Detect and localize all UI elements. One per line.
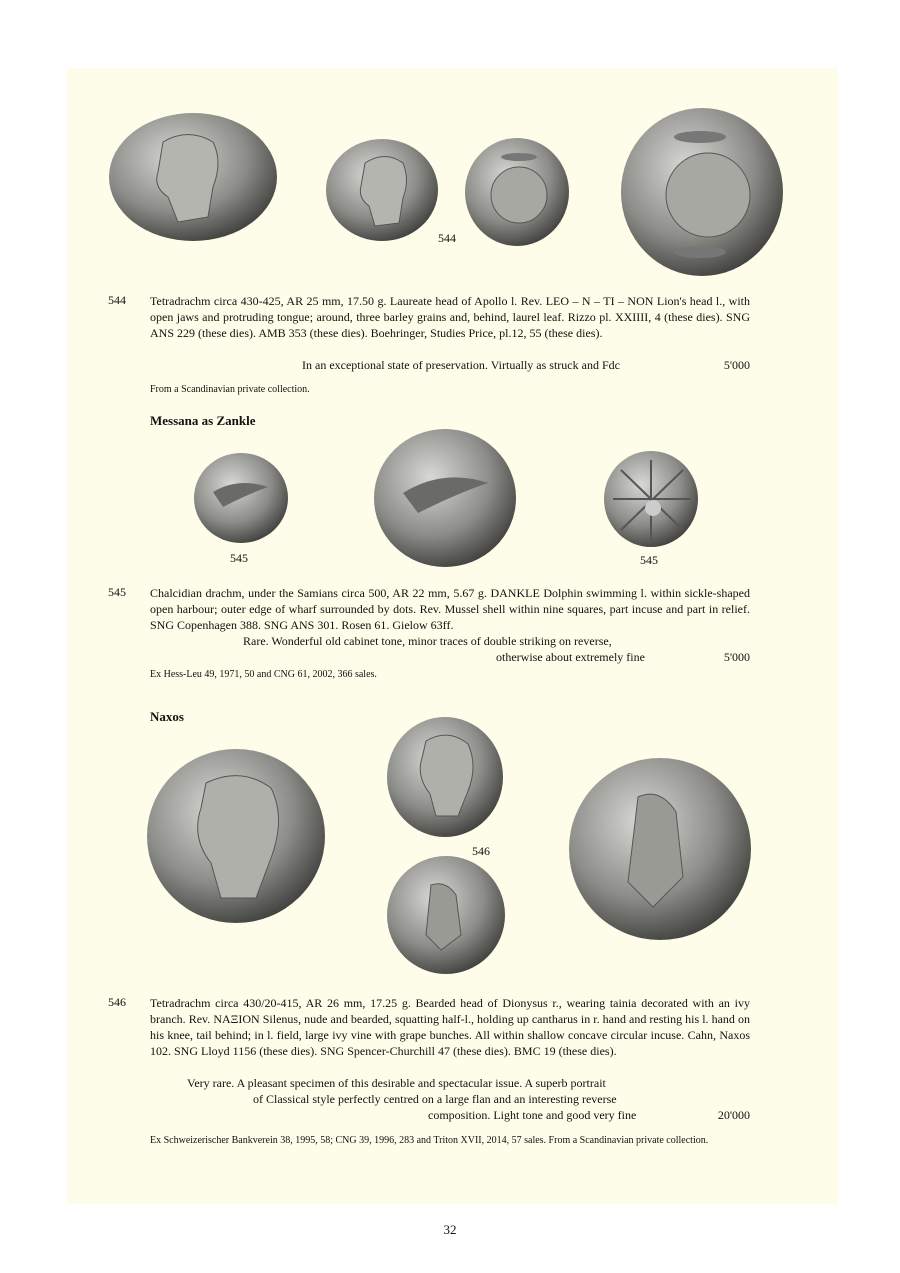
lot-546-provenance: Ex Schweizerischer Bankverein 38, 1995, 58; CNG 39, 1996, 283 and Triton XVII, 2014, 57 sales. From a Scandinavian private collection. bbox=[150, 1135, 709, 1146]
lot-545-price: 5'000 bbox=[723, 650, 750, 664]
lot-544-provenance: From a Scandinavian private collection. bbox=[150, 384, 310, 395]
lot-544-condition-line-1: In an exceptional state of preservation. Virtually as struck and Fdc bbox=[302, 358, 620, 372]
lot-546-price: 20'000 bbox=[717, 1108, 750, 1122]
coin-546-reverse-small bbox=[386, 855, 506, 975]
page-number: 32 bbox=[443, 1222, 457, 1237]
lot-544-image-label: 544 bbox=[438, 231, 456, 245]
lot-545-provenance: Ex Hess-Leu 49, 1971, 50 and CNG 61, 2002, 366 sales. bbox=[150, 669, 377, 680]
lot-544-price: 5'000 bbox=[723, 358, 750, 372]
coin-544-obverse-large bbox=[108, 112, 278, 242]
coin-546-reverse-large bbox=[568, 757, 753, 941]
lot-546-description: Tetradrachm circa 430/20-415, AR 26 mm, 17.25 g. Bearded head of Dionysus r., wearing tainia decorated with an ivy branch. Rev. ΝΑΞΙΟΝ Silenus, nude and bearded, squatting half-l., holding up cantharus in r. hand and resting his l. hand on his knee, tail behind; in l. field, large ivy vine with grape bunches. All within shallow concave circular incuse. Cahn, Naxos 102. SNG Lloyd 1156 (these dies). SNG Spencer-Churchill 47 (these dies). BMC 19 (these dies). bbox=[150, 996, 750, 1058]
lot-546-number: 546 bbox=[108, 995, 126, 1009]
lot-544-description: Tetradrachm circa 430-425, AR 25 mm, 17.50 g. Laureate head of Apollo l. Rev. LEO – N – TI – NON Lion's head l., with open jaws and protruding tongue; around, three barley grains and, behind, laurel leaf. Rizzo pl. XXIIII, 4 (these dies). SNG ANS 229 (these dies). AMB 353 (these dies). Boehringer, Studies Price, pl.12, 55 (these dies). bbox=[150, 294, 750, 340]
lot-546-image-label: 546 bbox=[472, 844, 490, 858]
lot-546-condition-line-3: composition. Light tone and good very fine bbox=[428, 1108, 637, 1122]
lot-545-image-label-left: 545 bbox=[230, 551, 248, 565]
lot-545-description: Chalcidian drachm, under the Samians circa 500, AR 22 mm, 5.67 g. DANKLE Dolphin swimming l. within sickle-shaped open harbour; outer edge of wharf surrounded by dots. Rev. Mussel shell within nine squares, part incuse and part in relief. SNG Copenhagen 388. SNG ANS 301. Rosen 61. Gielow 63ff. bbox=[150, 586, 750, 632]
section-heading-naxos: Naxos bbox=[150, 709, 184, 724]
coin-545-obverse-large bbox=[373, 428, 518, 568]
coin-544-reverse-small bbox=[464, 137, 571, 247]
coin-544-reverse-large bbox=[620, 107, 785, 277]
coin-544-obverse-small bbox=[325, 138, 440, 243]
lot-545-number: 545 bbox=[108, 585, 126, 599]
coin-546-obverse-small bbox=[386, 716, 504, 838]
coin-545-obverse-small bbox=[193, 452, 289, 544]
lot-546-condition-line-1: Very rare. A pleasant specimen of this desirable and spectacular issue. A superb portrait bbox=[187, 1076, 606, 1090]
lot-546-condition-line-2: of Classical style perfectly centred on a large flan and an interesting reverse bbox=[253, 1092, 617, 1106]
lot-545-condition-line-2: otherwise about extremely fine bbox=[496, 650, 645, 664]
section-heading-messana: Messana as Zankle bbox=[150, 413, 256, 428]
lot-545-condition-line-1: Rare. Wonderful old cabinet tone, minor traces of double striking on reverse, bbox=[243, 634, 612, 648]
lot-544-number: 544 bbox=[108, 293, 126, 307]
coin-546-obverse-large bbox=[146, 748, 326, 924]
coin-545-reverse bbox=[603, 450, 699, 548]
lot-545-image-label-right: 545 bbox=[640, 553, 658, 567]
